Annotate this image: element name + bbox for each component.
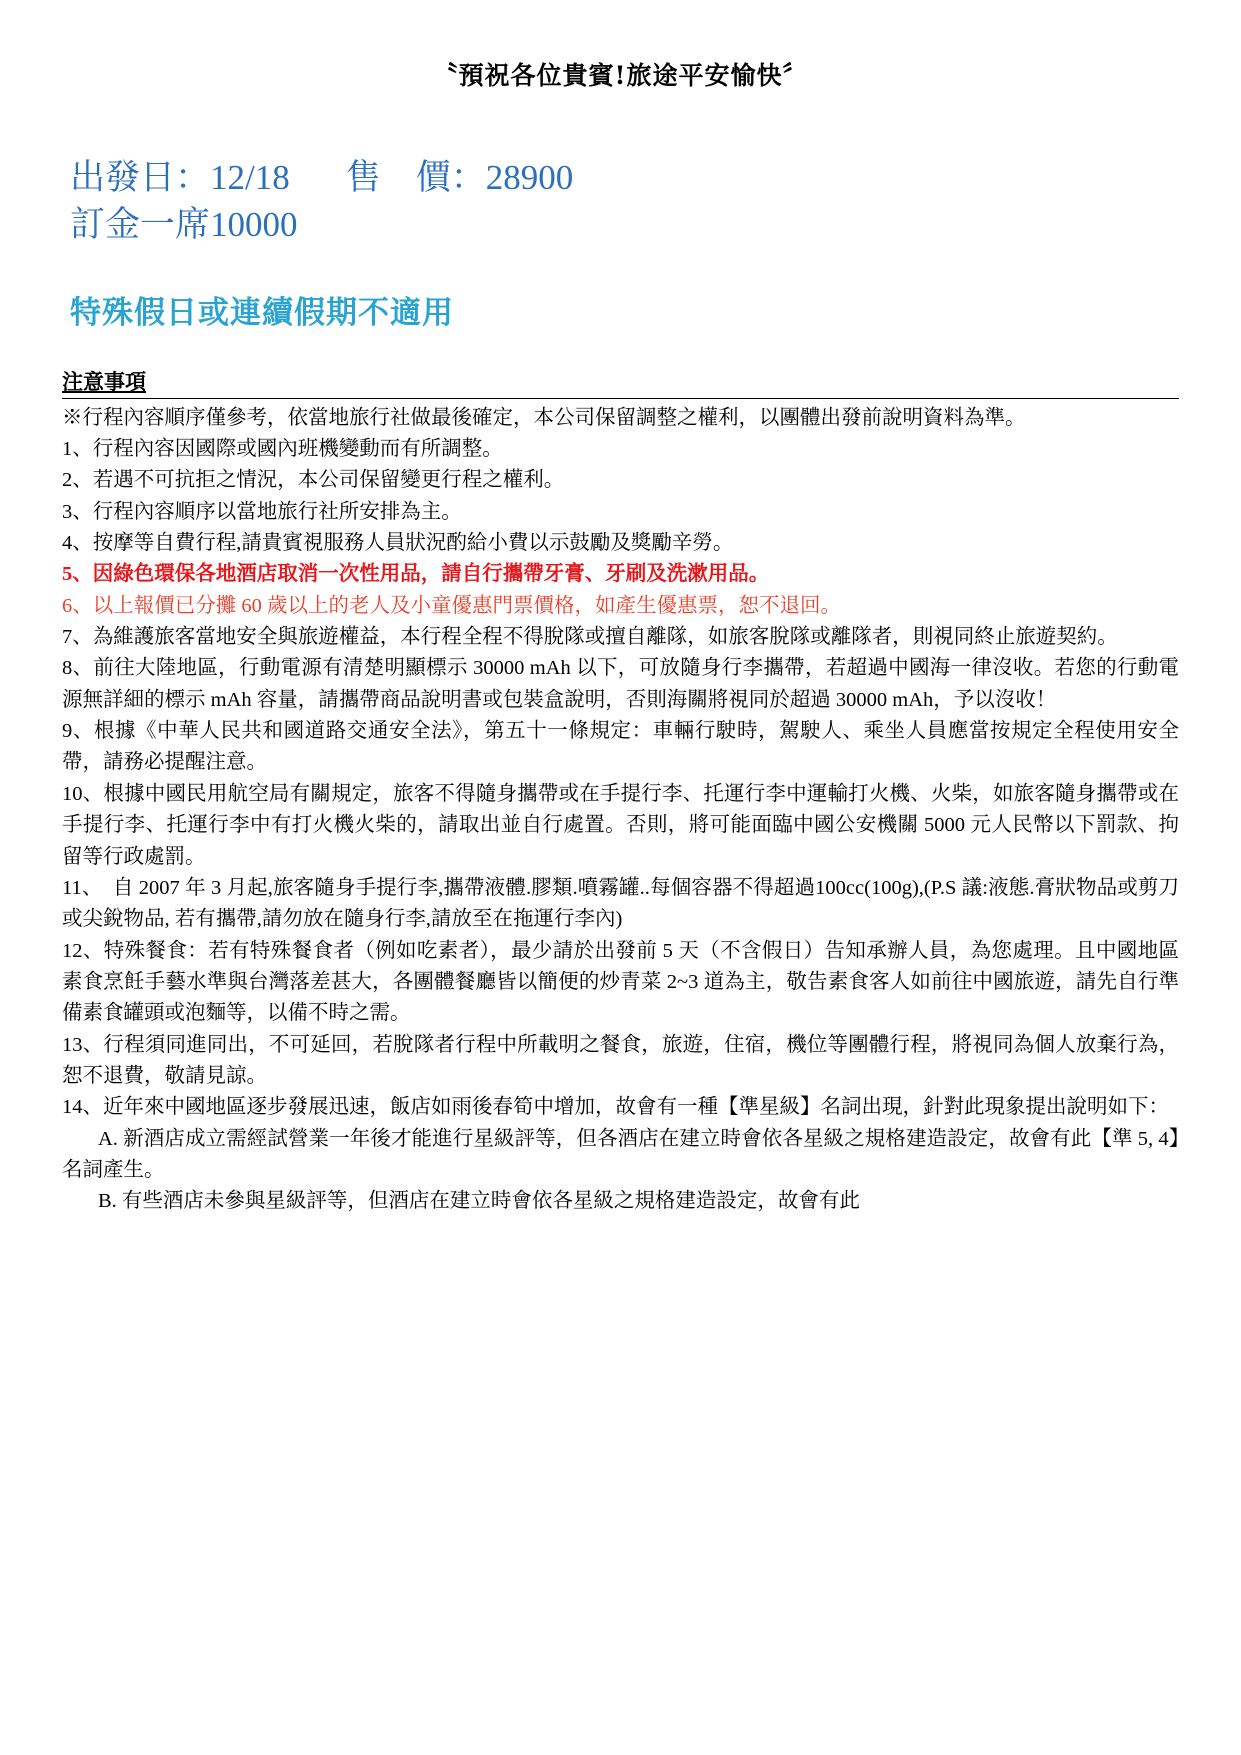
note-item: 12、特殊餐食：若有特殊餐食者（例如吃素者），最少請於出發前 5 天（不含假日）告知承辦人員，為您處理。且中國地區素食烹飪手藝水準與台灣落差甚大，各團體餐廳皆以簡便的炒青菜 2~3 道為主，敬告素食客人如前往中國旅遊，請先自行準備素食罐頭或泡麵等，以備不時之需。 xyxy=(62,939,1179,1025)
note-item: 9、根據《中華人民共和國道路交通安全法》，第五十一條規定：車輛行駛時，駕駛人、乘坐人員應當按規定全程使用安全帶，請務必提醒注意。 xyxy=(62,720,1179,774)
notes-list xyxy=(62,403,1179,1218)
note-item: 8、前往大陸地區，行動電源有清楚明顯標示 30000 mAh 以下，可放隨身行李攜帶，若超過中國海一律沒收。若您的行動電源無詳細的標示 mAh 容量，請攜帶商品說明書或包裝盒說明，否則海關將視同於超過 30000 mAh，予以沒收！ xyxy=(62,657,1179,711)
note-item: 13、行程須同進同出，不可延回，若脫隊者行程中所載明之餐食，旅遊，住宿，機位等團體行程，將視同為個人放棄行為，恕不退費，敬請見諒。 xyxy=(62,1033,1179,1088)
note-item: 4、按摩等自費行程,請貴賓視服務人員狀況酌給小費以示鼓勵及獎勵辛勞。 xyxy=(62,531,734,554)
note-item: 11、 自 2007 年 3 月起,旅客隨身手提行李,攜帶液體.膠類.噴霧罐..每個容器不得超過100cc(100g),(P.S 議:液態.膏狀物品或剪刀或尖銳物品, 若有攜帶,請勿放在隨身行李,請放至在拖運行李內) xyxy=(62,876,1179,931)
deposit-value: 10000 xyxy=(210,205,298,245)
note-sub-item xyxy=(62,1124,1179,1187)
departure-value: 12/18 xyxy=(210,158,290,197)
notes-title-wrap xyxy=(62,332,1179,396)
notes-divider xyxy=(62,398,1179,399)
note-item: 1、行程內容因國際或國內班機變動而有所調整。 xyxy=(62,437,503,460)
note-item: ※行程內容順序僅參考，依當地旅行社做最後確定，本公司保留調整之權利，以團體出發前說明資料為準。 xyxy=(62,406,1026,429)
price-label: 售 價： xyxy=(345,158,486,197)
deposit-line xyxy=(70,201,1179,248)
note-item: 7、為維護旅客當地安全與旅遊權益，本行程全程不得脫隊或擅自離隊，如旅客脫隊或離隊者，則視同終止旅遊契約。 xyxy=(62,626,1118,649)
note-item: 3、行程內容順序以當地旅行社所安排為主。 xyxy=(62,500,462,523)
note-item: 2、若遇不可抗拒之情況，本公司保留變更行程之權利。 xyxy=(62,469,565,492)
price-value: 28900 xyxy=(485,158,574,197)
notes-title: 注意事項 xyxy=(62,369,146,394)
deposit-label: 訂金一席 xyxy=(70,205,211,245)
note-item: 10、根據中國民用航空局有關規定，旅客不得隨身攜帶或在手提行李、托運行李中運輸打火機、火柴，如旅客隨身攜帶或在手提行李、托運行李中有打火機火柴的，請取出並自行處置。否則，將可能面臨中國公安機關 5000 元人民幣以下罰款、拘留等行政處罰。 xyxy=(62,782,1179,868)
trip-info-block xyxy=(70,154,1179,249)
note-sub-item xyxy=(62,1186,1179,1217)
note-item-highlight-text: 5、因綠色環保各地酒店取消一次性用品，請自行攜帶牙膏、牙刷及洗漱用品。 xyxy=(62,563,770,586)
departure-label: 出發日： xyxy=(70,158,211,197)
note-item: 14、近年來中國地區逐步發展迅速，飯店如雨後春筍中增加，故會有一種【準星級】名詞出現，針對此現象提出說明如下： xyxy=(62,1096,1169,1119)
note-sub-item-text: A. 新酒店成立需經試營業一年後才能進行星級評等，但各酒店在建立時會依各星級之規格建造設定，故會有此【準 5, 4】名詞產生。 xyxy=(62,1127,1179,1182)
note-item-highlight xyxy=(62,559,1179,590)
special-holiday-notice: 特殊假日或連續假期不適用 xyxy=(70,294,454,330)
note-item-red: 6、以上報價已分攤 60 歲以上的老人及小童優惠門票價格，如產生優惠票，恕不退回。 xyxy=(62,594,841,617)
page-headline: 〝預祝各位貴賓!旅途平安愉快〞 xyxy=(432,61,809,90)
departure-and-price-line xyxy=(70,154,1179,201)
note-sub-item-text: B. 有些酒店未參與星級評等，但酒店在建立時會依各星級之規格建造設定，故會有此 xyxy=(98,1190,860,1213)
